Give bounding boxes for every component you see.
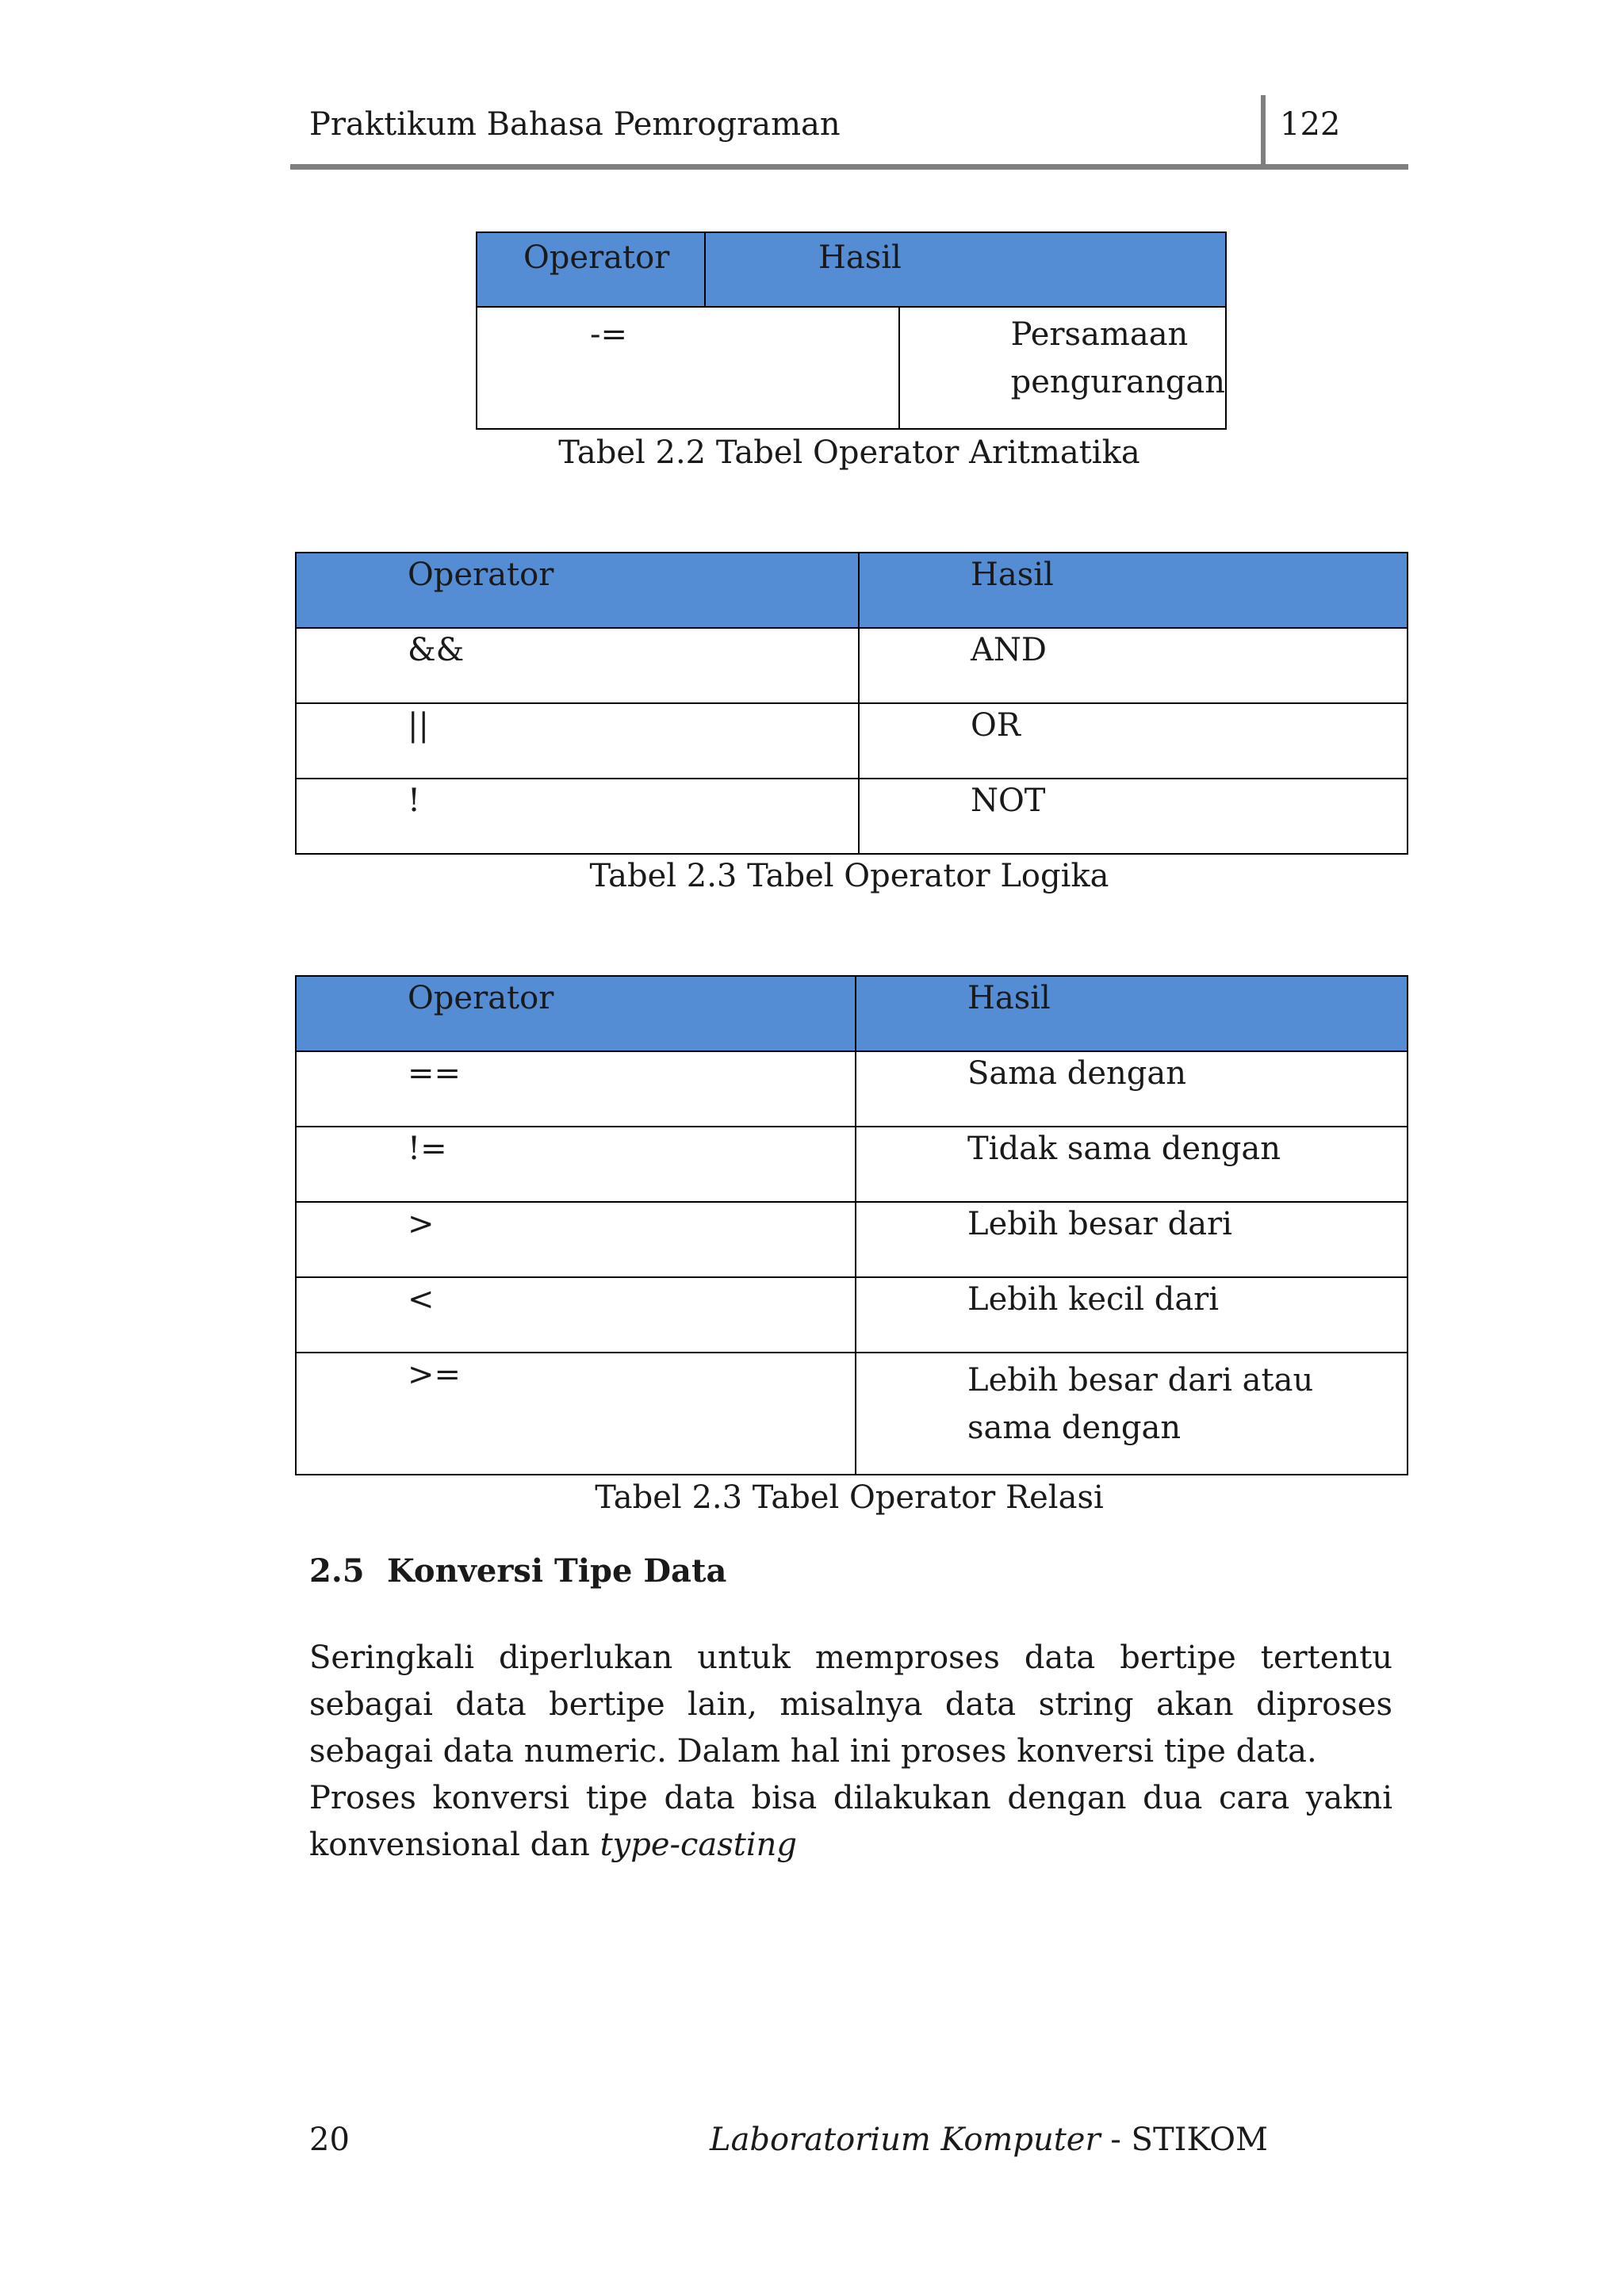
table-header-operator xyxy=(477,232,705,307)
table-header-label: Hasil xyxy=(818,239,902,276)
header-page-number: 122 xyxy=(1280,106,1341,143)
table-row: ! NOT xyxy=(296,779,1408,854)
table-row: != Tidak sama dengan xyxy=(296,1127,1408,1202)
table-row: < Lebih kecil dari xyxy=(296,1277,1408,1353)
table-header-operator: Operator xyxy=(296,553,859,628)
table-row: > Lebih besar dari xyxy=(296,1202,1408,1277)
table-caption: Tabel 2.3 Tabel Operator Logika xyxy=(589,858,1109,894)
footer-text: Laboratorium Komputer - STIKOM xyxy=(710,2122,1268,2158)
table-header-label: Operator xyxy=(523,239,670,276)
table-header-hasil: Hasil xyxy=(856,976,1408,1051)
arithmetic-operator-table xyxy=(476,232,1227,430)
logic-operator-table xyxy=(295,552,1408,855)
table-caption: Tabel 2.3 Tabel Operator Relasi xyxy=(595,1479,1104,1516)
table-row: || OR xyxy=(296,703,1408,779)
table-header-operator: Operator xyxy=(296,976,856,1051)
footer-page-number: 20 xyxy=(309,2122,350,2158)
header-rule xyxy=(290,164,1408,170)
table-header-hasil: Hasil xyxy=(859,553,1408,628)
table-cell-result: Persamaan pengurangan xyxy=(899,307,1226,429)
section-number: 2.5 xyxy=(309,1552,365,1590)
paragraph: Seringkali diperlukan untuk memproses data bertipe tertentu sebagai data bertipe lain, misalnya data string akan diproses sebagai data numeric. Dalam hal ini proses konversi tipe data. xyxy=(309,1640,1392,1770)
section-title: Konversi Tipe Data xyxy=(387,1552,727,1590)
table-row: && AND xyxy=(296,628,1408,703)
table-row: >= Lebih besar dari atau sama dengan xyxy=(296,1353,1408,1475)
table-row: == Sama dengan xyxy=(296,1051,1408,1127)
header-divider xyxy=(1261,95,1266,168)
relational-operator-table xyxy=(295,975,1408,1475)
table-header-hasil xyxy=(705,232,1226,307)
table-caption: Tabel 2.2 Tabel Operator Aritmatika xyxy=(558,434,1140,471)
table-cell-operator: -= xyxy=(477,307,899,429)
italic-term: type-casting xyxy=(599,1827,798,1863)
header-title: Praktikum Bahasa Pemrograman xyxy=(309,106,841,143)
section-heading xyxy=(309,1552,726,1590)
paragraph: Proses konversi tipe data bisa dilakukan dengan dua cara yakni konvensional dan type-casting xyxy=(309,1780,1392,1863)
